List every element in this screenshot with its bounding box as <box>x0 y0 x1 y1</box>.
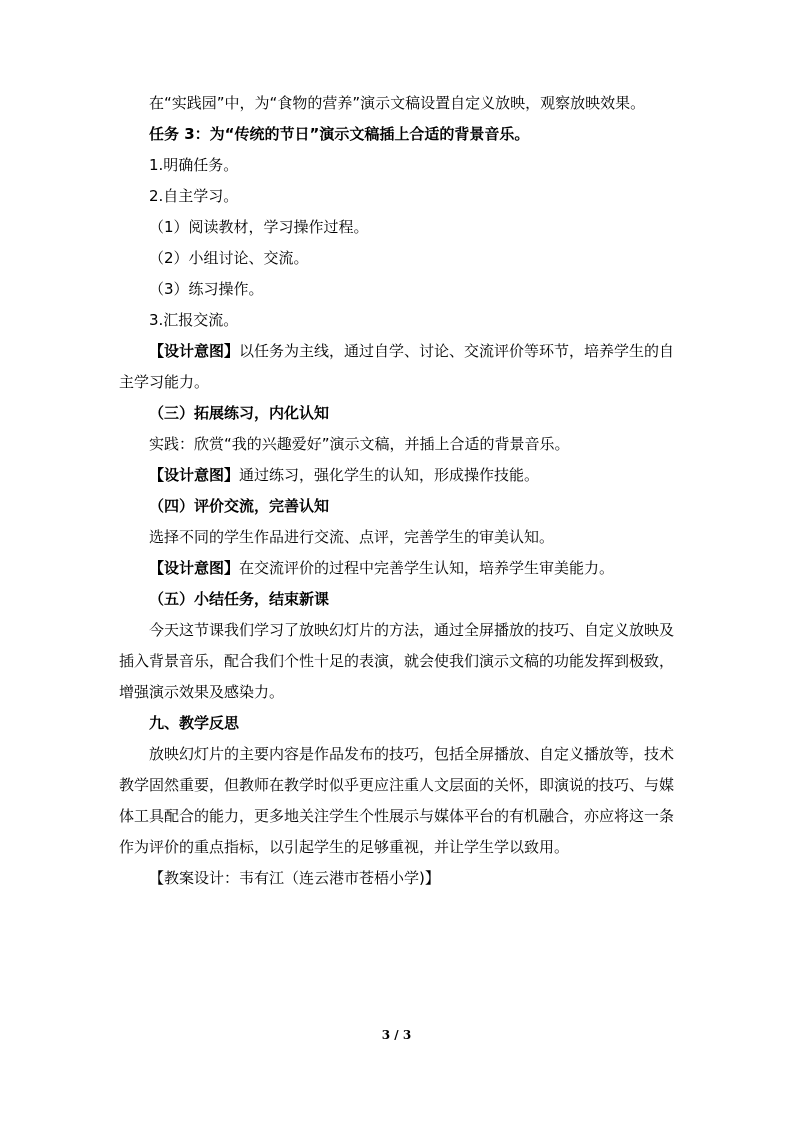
step-3: 3.汇报交流。 <box>149 311 239 329</box>
design-intent-label: 【设计意图】 <box>149 466 240 484</box>
substep-1: （1）阅读教材，学习操作过程。 <box>149 218 369 236</box>
design-intent-text: 通过练习，强化学生的认知，形成操作技能。 <box>239 466 540 484</box>
paragraph-reflection: 放映幻灯片的主要内容是作品发布的技巧，包括全屏播放、自定义播放等，技术教学固然重要，但教师在教学时似乎更应注重人文层面的关怀，即演说的技巧、与媒体工具配合的能力，更多地关注学生个性展示与媒体平台的有机融合，亦应将这一条作为评价的重点指标，以引起学生的足够重视，并让学生学以致用。 <box>119 745 675 856</box>
section-9-heading: 九、教学反思 <box>149 714 240 732</box>
task-3-heading: 任务 3：为“传统的节日”演示文稿插上合适的背景音乐。 <box>149 125 530 143</box>
design-intent-label: 【设计意图】 <box>149 559 240 577</box>
paragraph-practice-hobby: 实践：欣赏“我的兴趣爱好”演示文稿，并插上合适的背景音乐。 <box>149 435 570 453</box>
design-intent-text: 以任务为主线，通过自学、讨论、交流评价等环节，培养学生的自主学习能力。 <box>119 342 675 391</box>
section-5-heading: （五）小结任务，结束新课 <box>149 590 330 608</box>
design-intent-1 <box>119 336 679 398</box>
document-body <box>119 88 679 894</box>
paragraph-practice-intro: 在“实践园”中，为“食物的营养”演示文稿设置自定义放映，观察放映效果。 <box>149 94 646 112</box>
design-intent-3 <box>119 553 679 584</box>
paragraph-author-credit: 【教案设计：韦有江（连云港市苍梧小学)】 <box>149 869 440 887</box>
step-2: 2.自主学习。 <box>149 187 239 205</box>
paragraph-summary: 今天这节课我们学习了放映幻灯片的方法，通过全屏播放的技巧、自定义放映及插入背景音乐，配合我们个性十足的表演，就会使我们演示文稿的功能发挥到极致，增强演示效果及感染力。 <box>119 621 675 701</box>
step-1: 1.明确任务。 <box>149 156 239 174</box>
substep-3: （3）练习操作。 <box>149 280 264 298</box>
design-intent-label: 【设计意图】 <box>149 342 240 360</box>
section-4-heading: （四）评价交流，完善认知 <box>149 497 330 515</box>
paragraph-evaluation: 选择不同的学生作品进行交流、点评，完善学生的审美认知。 <box>149 528 555 546</box>
substep-2: （2）小组讨论、交流。 <box>149 249 309 267</box>
design-intent-2 <box>119 460 679 491</box>
design-intent-text: 在交流评价的过程中完善学生认知，培养学生审美能力。 <box>239 559 615 577</box>
page-number: 3 / 3 <box>381 1028 412 1042</box>
section-3-heading: （三）拓展练习，内化认知 <box>149 404 330 422</box>
